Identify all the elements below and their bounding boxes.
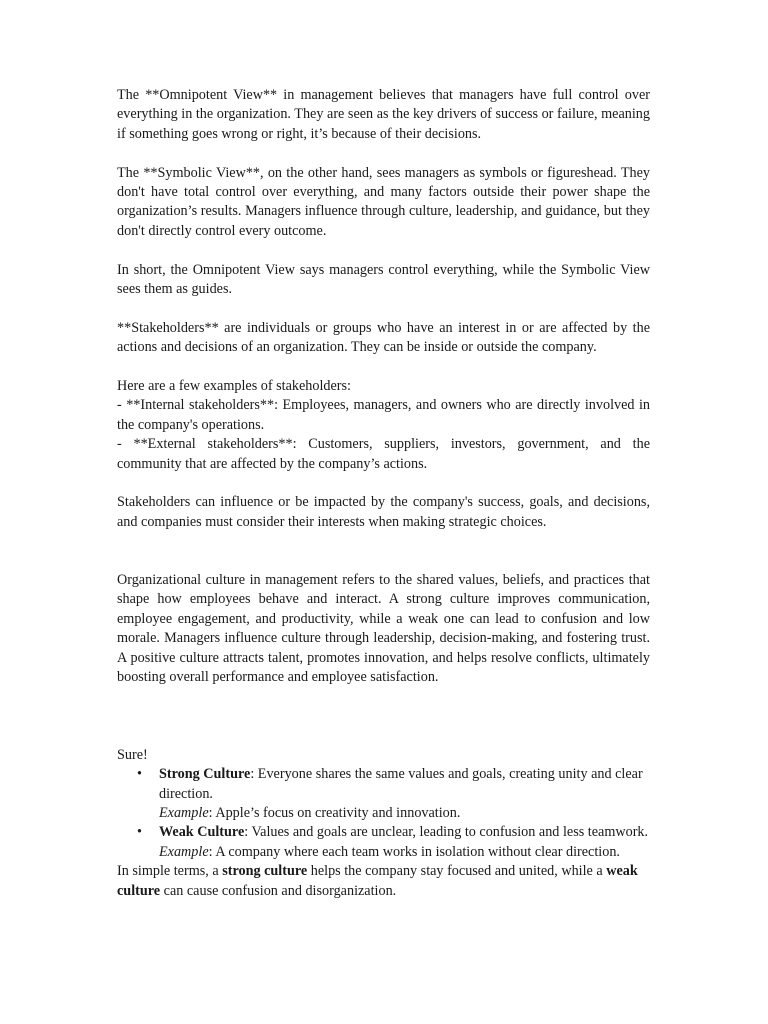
paragraph-summary	[117, 862, 650, 901]
document-page	[117, 86, 650, 901]
paragraph-external-stakeholders: - **External stakeholders**: Customers, suppliers, investors, government, and the community that are affected by the company’s actions.	[117, 436, 650, 472]
summary-weak-culture: weak culture	[117, 863, 638, 899]
example-label: Example	[159, 843, 209, 860]
example-text: : A company where each team works in isolation without clear direction.	[208, 843, 620, 860]
paragraph-stakeholder-influence: Stakeholders can influence or be impacted by the company's success, goals, and decisions, and companies must consider their interests when making strategic choices.	[117, 494, 650, 530]
summary-part-2: helps the company stay focused and united, while a	[307, 863, 607, 880]
paragraph-sure: Sure!	[117, 746, 148, 763]
paragraph-stakeholders: **Stakeholders** are individuals or groups who have an interest in or are affected by the actions and decisions of an organization. They can be inside or outside the company.	[117, 319, 650, 356]
example-label: Example	[159, 804, 209, 821]
paragraph-in-short: In short, the Omnipotent View says managers control everything, while the Symbolic View sees them as guides.	[117, 261, 650, 298]
bullet-weak-culture	[117, 823, 650, 862]
bullet-icon: •	[137, 766, 142, 783]
bullet-term: Strong Culture	[159, 766, 251, 783]
bullet-description: : Values and goals are unclear, leading to confusion and less teamwork.	[244, 824, 649, 841]
summary-strong-culture: strong culture	[222, 863, 308, 880]
culture-bullet-list	[117, 765, 650, 862]
paragraph-omnipotent-view: The **Omnipotent View** in management believes that managers have full control over everything in the organization. They are seen as the key drivers of success or failure, meaning if something goes wrong or right, it’s because of their decisions.	[117, 87, 650, 142]
summary-part-3: can cause confusion and disorganization.	[160, 882, 397, 899]
bullet-strong-culture	[117, 765, 650, 823]
bullet-icon: •	[137, 824, 142, 841]
example-text: : Apple’s focus on creativity and innovation.	[208, 804, 461, 821]
paragraph-examples-intro: Here are a few examples of stakeholders:	[117, 378, 351, 395]
bullet-description: : Everyone shares the same values and goals, creating unity and clear direction.	[159, 766, 643, 802]
bullet-term: Weak Culture	[159, 824, 245, 841]
paragraph-internal-stakeholders: - **Internal stakeholders**: Employees, managers, and owners who are directly involved in the company's operations.	[117, 397, 650, 433]
summary-part-1: In simple terms, a	[117, 863, 223, 880]
paragraph-organizational-culture: Organizational culture in management refers to the shared values, beliefs, and practices that shape how employees behave and interact. A strong culture improves communication, employee engagement, and productivity, while a weak one can lead to confusion and low morale. Managers influence culture through leadership, decision-making, and fostering trust. A positive culture attracts talent, promotes innovation, and helps resolve conflicts, ultimately boosting overall performance and employee satisfaction.	[117, 572, 650, 686]
paragraph-symbolic-view: The **Symbolic View**, on the other hand, sees managers as symbols or figureshead. They don't have total control over everything, and many factors outside their power shape the organization’s results. Managers influence through culture, leadership, and guidance, but they don't directly control every outcome.	[117, 164, 650, 239]
